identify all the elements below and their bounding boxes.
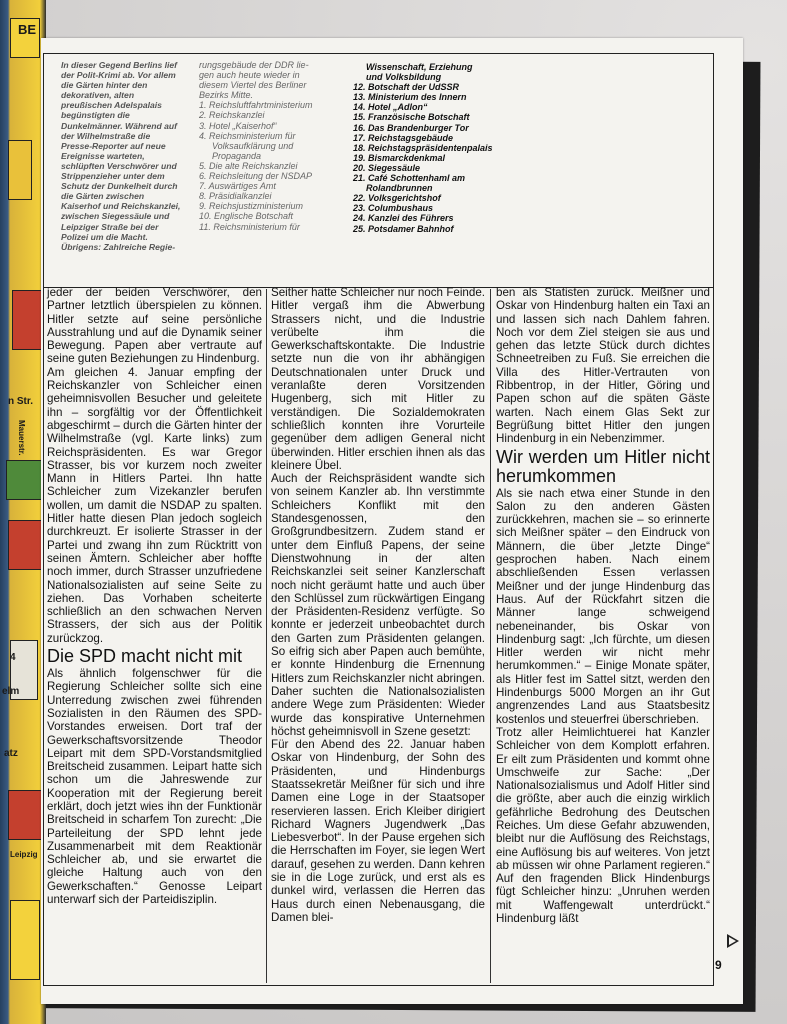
map-label: elm bbox=[2, 686, 20, 697]
legend-item: 5. Die alte Reichskanzlei bbox=[199, 160, 298, 171]
page-number: 9 bbox=[715, 958, 722, 972]
map-legend-column-1 bbox=[199, 60, 349, 232]
paragraph: Für den Abend des 22. Januar haben Oskar von Hindenburg, der Sohn des Präsidenten, und Hindenburgs Staatssekretär Meißner für sich und ihre Damen eine Loge in der Staatsoper reservieren lassen. Erich Kleiber dirigiert Richard Wagners Jugendwerk „Das Liebesverbot“. In der Pause ergehen sich die Herrschaften im Foyer, sie legen Wert darauf, gesehen zu werden. Dann kehren sie in die Loge zurück, und erst als es dunkel wird, verlassen die Herren das Haus durch einen Nebenausgang, die Damen blei- bbox=[271, 738, 485, 924]
map-label: Leipzig bbox=[10, 850, 38, 859]
column-rule bbox=[266, 289, 267, 983]
section-heading: Wir werden um Hitler nicht herumkommen bbox=[496, 446, 710, 486]
magazine-page bbox=[41, 38, 743, 1004]
paragraph: ben als Statisten zurück. Meißner und Oskar von Hindenburg halten ein Taxi an und lassen sich nach Dahlem fahren. Noch vor dem Ziel steigen sie aus und gehen das letzte Stück durch dichtes Schneetreiben zu Fuß. Sie erreichen die Villa des Hitler-Vertrauten von Ribbentrop, in der Hitler, Göring und Papen schon auf die späten Gäste warten. Nach einem Glas Sekt zur Begrüßung bittet Hitler den jungen Hindenburg in ein Nebenzimmer. bbox=[496, 286, 710, 446]
legend-item: 21. Café Schottenhaml am bbox=[353, 173, 466, 184]
paragraph: Als sie nach etwa einer Stunde in den Salon zu den anderen Gästen zurückkehren, machen sie – so erinnerte sich Meißner später – den Eindruck von Männern, die über „letzte Dinge“ gesprochen haben. Nach einem abschließenden Essen verlassen Meißner und der junge Hindenburg das Haus. Auf der Rückfahrt sitzen die Männer lange schweigend nebeneinander, bis Oskar von Hindenburg sagt: „Ich fürchte, um diesen Hitler werden wir nicht mehr herumkommen.“ – Einige Monate später, als Hitler fest im Sattel sitzt, werden den Hindenburgs 5000 Morgen an ihr Gut angrenzendes Land aus Staatsbesitz kostenlos und steuerfrei überschrieben. bbox=[496, 486, 710, 726]
legend-item: rungsgebäude der DDR lie- bbox=[199, 60, 309, 70]
adjacent-map-page bbox=[0, 0, 46, 1024]
legend-item: 8. Präsidialkanzlei bbox=[199, 191, 272, 202]
legend-item: 1. Reichsluftfahrtministerium bbox=[199, 100, 313, 111]
legend-item: 6. Reichsleitung der NSDAP bbox=[199, 171, 313, 182]
triangle-right-icon bbox=[727, 934, 739, 948]
article-column-3 bbox=[496, 286, 710, 925]
legend-item: und Volksbildung bbox=[366, 72, 442, 83]
legend-item: 12. Botschaft der UdSSR bbox=[353, 82, 460, 93]
legend-item: Wissenschaft, Erziehung bbox=[366, 62, 473, 72]
legend-item: 7. Auswärtiges Amt bbox=[199, 181, 276, 192]
legend-item: 15. Französische Botschaft bbox=[353, 112, 470, 123]
legend-item: 9. Reichsjustizministerium bbox=[199, 201, 304, 212]
legend-item: 4. Reichsministerium für bbox=[199, 130, 296, 141]
legend-item: 20. Siegessäule bbox=[353, 162, 421, 173]
paragraph: Trotz aller Heimlichtuerei hat Kanzler Schleicher von dem Komplott erfahren. Er eilt zum Präsidenten und kommt ohne Umschweife zur Sache: „Der Nationalsozialismus und Adolf Hitler sind die größte, aber auch die einzig wirklich gefährliche Bedrohung des Deutschen Reiches. Um diese Gefahr abzuwenden, bleibt nur die Auflösung des Reichstags, eine Auflösung bis auf weiteres. Von jetzt ab müssen wir ohne Parlament regieren.“ Auf den fragenden Blick Hindenburgs fügt Schleicher hinzu: „Unruhen werden mit Waffengewalt unterdrückt.“ Hindenburg läßt bbox=[496, 725, 710, 926]
legend-item: Volksaufklärung und bbox=[212, 140, 294, 151]
column-rule bbox=[490, 289, 491, 983]
legend-item: diesem Viertel des Berliner bbox=[199, 80, 307, 91]
article-column-1 bbox=[47, 286, 262, 906]
legend-item: 22. Volksgerichtshof bbox=[353, 193, 441, 204]
legend-item: gen auch heute wieder in bbox=[199, 70, 300, 81]
paragraph: Am gleichen 4. Januar empfing der Reichskanzler von Schleicher einen geheimnisvollen Besucher und geleitete ihn – sorgfältig vor der Öffentlichkeit abgeschirmt – durch die Gärten hinter der Wilhelmstraße (vgl. Karte links) zum Reichspräsidenten. Es war Gregor Strasser, bis vor kurzem noch zweiter Mann in Hitlers Partei. Ihn hatte Schleicher zum Vizekanzler berufen wollen, um damit die NSDAP zu spalten. Hitler hatte diesen Plan jedoch sogleich durchkreuzt. Er isolierte Strasser in der Partei und zwang ihn zum Rücktritt von seinen Ämtern. Schleicher aber hoffte noch immer, durch Strasser unzufriedene Nationalsozialisten auf seine Seite zu ziehen. Das Vorhaben scheiterte schließlich an den schwachen Nerven Strassers, der sich aus der Politik zurückzog. bbox=[47, 365, 262, 645]
paragraph: jeder der beiden Verschwörer, den Partner letztlich überspielen zu können. Hitler setzte auf seine persönliche Ausstrahlung und auf die Dynamik seiner Bewegung. Papen aber vertraute auf seine guten Beziehungen zu Hindenburg. bbox=[47, 286, 262, 366]
legend-item: 3. Hotel „Kaiserhof“ bbox=[199, 120, 277, 131]
map-label: atz bbox=[4, 748, 18, 759]
legend-item: Propaganda bbox=[212, 150, 262, 161]
article-column-2 bbox=[271, 286, 485, 924]
legend-item: 11. Reichsministerium für bbox=[199, 221, 300, 232]
legend-item: Rolandbrunnen bbox=[366, 183, 433, 194]
paragraph: Als ähnlich folgenschwer für die Regierung Schleicher sollte sich eine Unterredung zwischen zwei führenden Sozialisten in den Räumen des SPD-Vorstandes erweisen. Dort traf der Gewerkschaftsvorsitzende Theodor Leipart mit dem SPD-Vorstandsmitglied Breitscheid zusammen. Leipart hatte sich schon um die Jahreswende zur Kooperation mit der Regierung bereit erklärt, doch jetzt wies ihn der Funktionär Breitscheid in scharfem Ton zurecht: „Die Parteileitung der SPD lehnt jede Zusammenarbeit mit dem Reaktionär Schleicher ab, und sie erwartet die gleiche Haltung auch von den Gewerkschaften.“ Genosse Leipart unterwarf sich der Parteidisziplin. bbox=[47, 667, 262, 907]
legend-item: 19. Bismarckdenkmal bbox=[353, 152, 446, 163]
legend-item: 10. Englische Botschaft bbox=[199, 211, 294, 222]
paragraph: Auch der Reichspräsident wandte sich von seinem Kanzler ab. Ihn verstimmte Schleichers Konflikt mit den Standesgenossen, den Großgrundbesitzern. Zudem stand er unter dem Einfluß Papens, der seine Dienstwohnung in der alten Reichskanzlei seit seiner Kanzlerschaft noch nicht geräumt hatte und auch über den Schlüssel zum rückwärtigen Eingang der Präsidenten-Residenz verfügte. So konnte er jederzeit unbeobachtet durch den Garten zum Präsidenten gelangen. So eifrig sich aber Papen auch bemühte, er konnte Hindenburg die Ernennung Hitlers zum Reichskanzler nicht abringen. Daher suchten die Nationalsozialisten andere Wege zum Präsidenten: Wieder wurde das konspirative Unternehmen höchst geheimnisvoll in Szene gesetzt: bbox=[271, 472, 485, 738]
map-legend-column-2 bbox=[353, 62, 523, 234]
map-label: 4 bbox=[10, 652, 16, 663]
section-heading: Die SPD macht nicht mit bbox=[47, 646, 243, 667]
map-caption-intro: In dieser Gegend Berlins lief der Polit-Krimi ab. Vor allem die Gärten hinter den dekorativen, alten preußischen Adelspalais begünstigten die Dunkelmänner. Während auf der Wilhelmstraße die Presse-Reporter auf neue Ereignisse warteten, schlüpften Verschwörer und Strippenzieher unter dem Schutz der Dunkelheit durch die Gärten zwischen Kaiserhof und Reichskanzlei, zwischen Siegessäule und Leipziger Straße bei der Polizei um die Macht. Übrigens: Zahlreiche Regie- bbox=[61, 60, 181, 252]
legend-item: 16. Das Brandenburger Tor bbox=[353, 122, 469, 133]
map-label: BE bbox=[18, 22, 37, 37]
legend-item: 24. Kanzlei des Führers bbox=[353, 213, 454, 224]
legend-item: 18. Reichstagspräsidentenpalais bbox=[353, 142, 493, 153]
legend-item: 17. Reichstagsgebäude bbox=[353, 132, 454, 143]
map-label: n Str. bbox=[8, 396, 34, 407]
legend-item: 14. Hotel „Adlon“ bbox=[353, 102, 428, 113]
legend-item: 2. Reichskanzlei bbox=[199, 110, 265, 121]
legend-item: 23. Columbushaus bbox=[353, 203, 434, 214]
legend-item: 25. Potsdamer Bahnhof bbox=[353, 223, 454, 234]
map-label: Mauerstr. bbox=[17, 420, 26, 456]
legend-item: Bezirks Mitte. bbox=[199, 90, 254, 101]
paragraph: Seither hatte Schleicher nur noch Feinde. Hitler vergaß ihm die Abwerbung Strassers nicht, und die Industrie verübelte ihm die Gewerkschaftskontakte. Die Industrie setzte nun die von ihr abhängigen Deutschnationalen unter Druck und veranlaßte deren Vorsitzenden Hugenberg, sich mit Hitler zu verständigen. Die Sozialdemokraten schließlich konnten ihre Vorurteile gegenüber dem adligen General nicht überwinden. Hitler erschien ihnen als das kleinere Übel. bbox=[271, 286, 485, 472]
legend-item: 13. Ministerium des Innern bbox=[353, 92, 467, 103]
